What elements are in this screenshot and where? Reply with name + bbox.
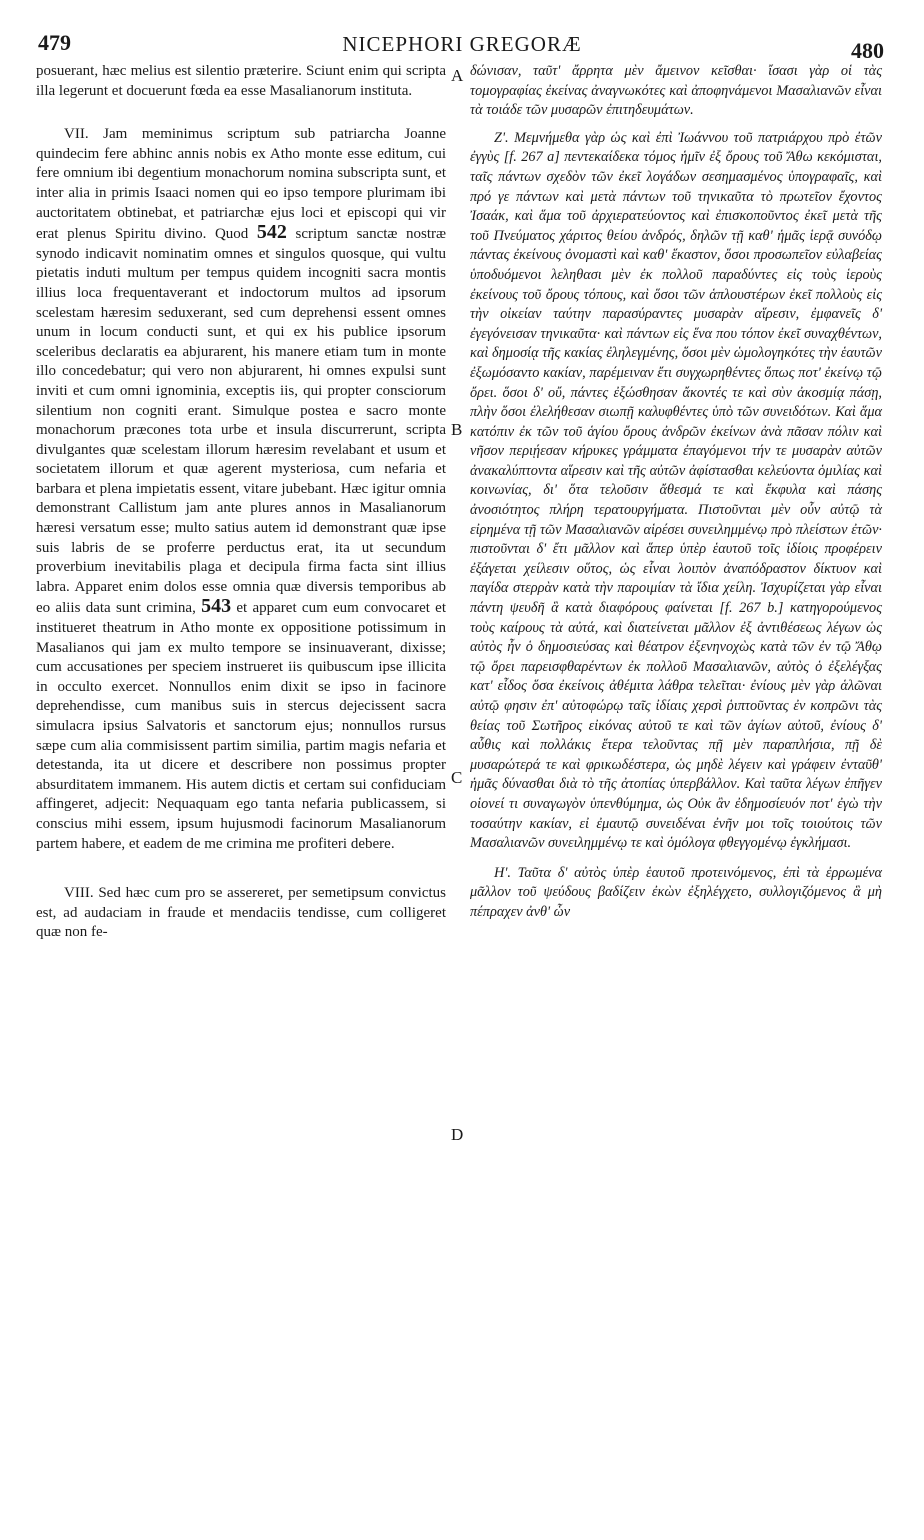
latin-column bbox=[36, 62, 446, 943]
page-marker-542: 542 bbox=[256, 221, 287, 244]
greek-paragraph-continued: δώνισαν, ταῦτ' ἄρρητα μὲν ἄμεινον κεῖσθαι· ἴσασι γὰρ οἱ τὰς τομογραφίας ἐκείνας ἀναγνωκότες καὶ ἀποφηνάμενοι Μασαλιανῶν εἶναι τὰ τοιάδε τῶν μυσαρῶν ἐπιτηδευμάτων. bbox=[470, 63, 882, 119]
greek-section-z: Ζ'. Μεμνήμεθα γὰρ ὡς καὶ ἐπὶ Ἰωάννου τοῦ πατριάρχου πρὸ ἐτῶν ἐγγὺς [f. 267 a] πεντεκαίδεκα τόμος ἡμῖν ἐξ ὄρους τοῦ Ἄθω κεκόμισται, ταῖς πάντων σχεδὸν τῶν ἐκεῖ λογάδων σεσημασμένος ὑπογραφαῖς, καὶ πρό γε πάντων καὶ μετὰ πάντων τοῦ τηνικαῦτα τὸ πρωτεῖον ἔχοντος Ἰσαάκ, καὶ ἅμα τοῦ ἀρχιερατεύοντος καὶ ἐπισκοποῦντος ἐκεῖ μετὰ τῆς τοῦ Πνεύματος χάριτος θείου ἀνδρός, δηλῶν τῇ καθ' ἡμᾶς ἱερᾷ συνόδῳ πάντας ἐκείνους ὀνομαστὶ καὶ καθ' ἕκαστον, ὅσοι προσωπεῖον εὐλαβείας ὑποδυόμενοι λεληθασι μὲν ἐκ πολλοῦ παραδύντες εἰς τοὺς ἱεροὺς ἐκείνους τοῦ ὄρους τόπους, καὶ ὅσοι τῶν ἁπλουστέρων ἐκεῖ πολλοὺς εἰς τὴν οἰκείαν ταύτην παρασύραντες μυσαρὰν αἵρεσιν, ἐμφανεῖς δ' ἐγεγόνεισαν τηνικαῦτα· καὶ πάντων εἰς ἕνα που τόπον ἐκεῖ συναχθέντων, καὶ δημοσίᾳ τῆς κακίας ἐληλεγμένης, ὅσοι μὲν ὡμολογηκότες τὴν ἑαυτῶν ἐξωμόσαντο κακίαν, παρέμειναν ἔτι συγχωρηθέντες ὅπως ποτ' ἐκείνῳ τῷ ὄρει. ὅσοι δ' οὔ, πάντες ἐξώσθησαν ἄκοντές τε καὶ σὺν ἀκοσμίᾳ πάσῃ, πλὴν ὅσοι ἐλελήθεσαν σιωπῇ καλυφθέντες ὑπὸ τῶν συνειδότων. Καὶ ἅμα κατόπιν ἐκ τῶν τοῦ ἁγίου ὄρους ἀνδρῶν ἐκείνων ἀνὰ πᾶσαν πόλιν καὶ νῆσον περιῄεσαν κήρυκες γράμματα ἐπαγόμενοι τήν τε μυσαρὰν αὐτῶν ἀνακαλύπτοντα αἵρεσιν καὶ τῆς αὐτῶν ἀφίστασθαι κελεύοντα ὁμιλίας καὶ κοινωνίας, δι' ὅτα τελοῦσιν ἄθεσμά τε καὶ ἔκφυλα καὶ πάσης ἀνοσιότητος πλήρη τερατουργήματα. Πιστοῦνται μὲν οὖν αὐτῷ τὰ εἰρημένα τῇ τῶν Μασαλιανῶν αἱρέσει συνειλημμένῳ πρὸ πλείστων ἐτῶν· πιστοῦνται δ' ἔτι μᾶλλον καὶ ἅπερ ὑπὲρ ἑαυτοῦ τοῖς ἰδίοις προφέρειν ἐξάγεται χείλεσιν οὕτος, ὡς εἶναι λοιπὸν ἀναπόδραστον δίκτυον καὶ παγίδα στερρὰν κατὰ τὴν παροιμίαν τὰ ἴδια χείλη. Ἰσχυρίζεται γὰρ εἶναι πάντη ψευδῆ ἃ κατὰ διαφόρους φαίνεται [f. 267 b.] κατηγορούμενος τοὺς καίρους τὰ αὐτά, καὶ διατείνεται μᾶλλον ἐξ ἀντιθέσεως λέγων ὡς αὐτὸς ἦν ὁ δημοσιεύσας καὶ θέατρον ἐξενηνοχὼς κατὰ τῶν ἐν τῷ Ἄθῳ τῷ ὄρει παρεισφθαρέντων ἐκ πολλοῦ Μασαλιανῶν, αὐτὸς ὁ ἐξελέγξας κατ' εἶδος ὅσα ἐκείνοις ἀθέμιτα λάθρα τελεῖται· ἐνίους μὲν γὰρ ἁλῶναι αὐτῷ φησιν ἐπ' αὐτοφώρῳ ταῖς ἰδίαις χερσὶ ῥιπτοῦντας ἐν κοπρῶνι τὰς θείας τοῦ Σωτῆρος εἰκόνας αὐτοῦ τε καὶ τῶν ἁγίων αὐτοῦ, ἐνίους δ' αὖθις καὶ πολλάκις ἕτερα τελοῦντας πῇ μὲν παραπλήσια, πῇ δὲ μυσαρώτερά τε καὶ φρικωδέστερα, ὡς μηδὲ λέγειν καὶ γράφειν ἐνταῦθ' ἡμᾶς δύνασθαι διὰ τὸ τῆς ἀτοπίας ὑπερβάλλον. Καὶ ταῦτα λέγων ἐπῆγεν οἱονεί τι συναγωγὸν ὑπενθύμημα, ὡς Οὐκ ἂν ἐδημοσίευόν ποτ' ἐγὼ τὴν τοσαύτην κακίαν, εἰ ἐμαυτῷ συνειδέναι ἐνῆν μοι τοῖς τοιούτοις τῶν Μασαλιανῶν συνειλημμένῳ τε καὶ ὁμόλογα φθεγγομένῳ ἐγκλήμασι. bbox=[470, 129, 882, 852]
latin-section-vii-part-3: et apparet cum eum convocaret et institueret theatrum in Atho monte ex oppositione potissimum in Masalianos qui jam ex multo tempore se insinuaverant, dixisse; cum accusationes per speciem instrueret iis quibuscum ipse illicita in occulto exercet. Nonnullos enim dixit se ipso in facinore deprehendisse, cum manibus suis in stercus dejecissent sacra simulacra ipsius Salvatoris et sanctorum ejus; nonnullos rursus sæpe cum alia commisissent partim similia, partim magis nefaria et detestanda, ita ut dicere et describere non possimus propter absurditatem immanem. His autem dictis et certam sui confiduciam affingeret, adjecit: Nequaquam ego tanta nefaria publicassem, si conscius mihi essem, ipsum hujusmodi facinorum Masalianorum partem habere, et eadem de me crimina me profiteri debere. bbox=[36, 600, 447, 852]
margin-letter-d: D bbox=[451, 1125, 464, 1144]
latin-section-vii bbox=[36, 125, 446, 854]
page-marker-543: 543 bbox=[201, 595, 232, 618]
running-title: NICEPHORI GREGORÆ bbox=[342, 32, 582, 56]
margin-letter-c: C bbox=[451, 768, 463, 787]
latin-section-viii: VIII. Sed hæc cum pro se assereret, per semetipsum convictus est, ad audaciam in fraude et mendaciis tendisse, cum colligeret quæ non fe- bbox=[36, 885, 446, 941]
margin-letter-a: A bbox=[451, 66, 464, 85]
latin-section-vii-part-1: VII. Jam meminimus scriptum sub patriarcha Joanne quindecim fere abhinc annis nobis ex Atho monte esse editum, cui fere omnium ibi degentium monachorum nomina subscripta sunt, et inter alia in primis Isaaci nomen qui eo ipso tempore plurimam ibi auctoritatem obtinebat, et patriarchæ ejus loci et episcopi qui vir erat plenus Spiritu divino. Quod bbox=[36, 126, 446, 243]
latin-paragraph-continued: posuerant, hæc melius est silentio præterire. Sciunt enim qui scripta illa legerunt et docuerunt fœda ea esse Masalianorum instituta. bbox=[36, 63, 446, 99]
page-number-right: 480 bbox=[851, 38, 884, 63]
greek-column bbox=[470, 62, 882, 923]
greek-section-h: Η'. Ταῦτα δ' αὐτὸς ὑπὲρ ἑαυτοῦ προτεινόμενος, ἐπὶ τὰ ἐρρωμένα μᾶλλον τοῦ ψεύδους βαδίζειν ἐκὼν ἐξηλέγχετο, συλλογιζόμενος ἃ μὴ πέπραχεν ἀνθ' ὧν bbox=[470, 864, 882, 920]
margin-letter-b: B bbox=[451, 420, 463, 439]
latin-section-vii-part-2: scriptum sanctæ nostræ synodo indicavit nominatim omnes et singulos quosque, qui vultu pietatis induti multum per tempus quidem incogniti sacra montis illius loca frequentaverant et indoctorum multos ad ipsorum scelestam hæresim seduxerant, sed cum deprehensi essent omnes unum in locum conducti sunt, et qui ex his publice ipsorum sceleribus declaratis ea abjurarent, his manere etiam tum in monte illo concedebatur; qui vero non abjurarent, hi omnes expulsi sunt inviti et cum omni ignominia, exceptis iis, qui propter consciorum silentium non cogniti erant. Simulque postea e sacro monte monachorum præcones tota urbe et insula discurrerunt, scripta divulgantes quæ scelestam illorum hæresim revelabant et usum et societatem illorum et quæ agerent mysteriosa, cum nefaria et barbara et plena impietatis essent, vitare jubebant. Hæc igitur omnia demonstrant Callistum jam ante plures annos in Masalianorum hæresi versatum esse; multo satius autem id demonstrant quæ ipse suis labris de se proferre perductus erat, ita ut secundum proverbium inevitabilis plaga et decipula firma facta sint illius labra. Apparet enim dolos esse omnia quæ diversis temporibus ab eo aliis data sunt crimina, bbox=[36, 226, 447, 617]
page-header bbox=[0, 22, 924, 62]
page-number-left: 479 bbox=[38, 30, 71, 55]
